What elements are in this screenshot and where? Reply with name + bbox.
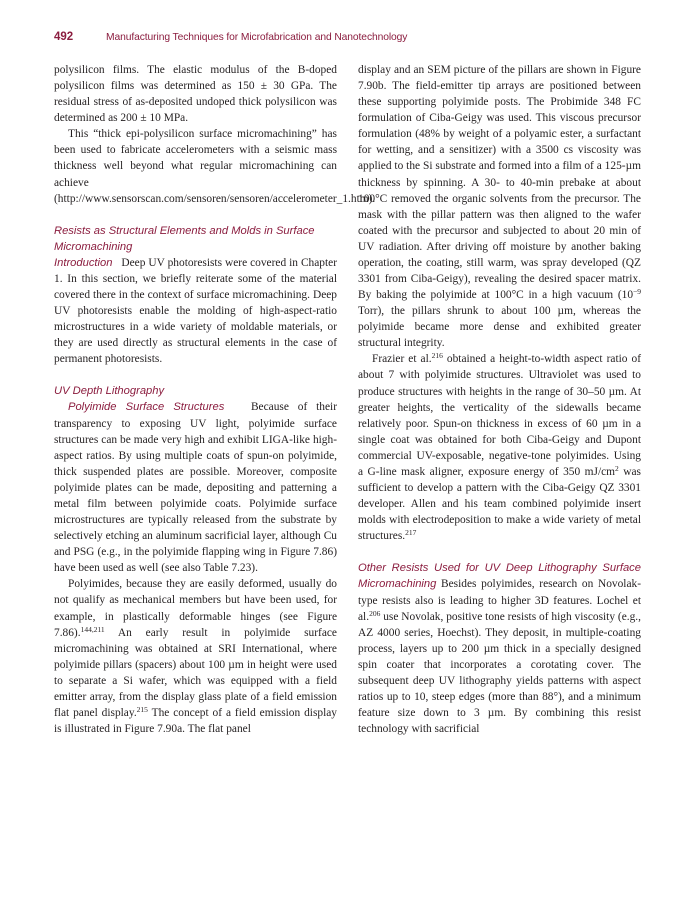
running-header [54,31,644,47]
paragraph-text: Frazier et al. [372,353,432,366]
paragraph [358,560,641,737]
paragraph: This “thick epi-polysilicon surface micromachining” has been used to fabricate accelerometers with a seismic mass thickness well beyond what regular micromachining can achieve (http://www.sensorscan.com/sensoren/sensoren/accelerometer_1.htm). [54,128,376,205]
subsection-heading: Other Resists Used for UV Deep Lithography Surface Micromachining [358,562,641,591]
paragraph-text: An early result in polyimide surface micromachining was obtained at SRI International, where polyimide pillars (spacers) about 100 µm in height were used to separate a Si wafer, which was equipped with a field emitter array, from the display glass plate of a field emission flat panel display. [54,626,337,719]
paragraph-text: use Novolak, positive tone resists of high viscosity (e.g., AZ 4000 series, Hoechst). They deposit, in multiple-coating process, layers up to 200 µm thick in a specially designed spin coater that incorporates a corotating cover. The subsequent deep UV lithography yields patterns with aspect ratios up to 10, steep edges (more than 88°), and a minimum feature size down to 3 µm. By combining this resist technology with sacrificial [358,610,641,736]
section-heading: Resists as Structural Elements and Molds in Surface Micromachining [54,224,315,253]
paragraph [358,351,641,544]
subsection-heading: Polyimide Surface Structures [68,401,225,414]
running-title: Manufacturing Techniques for Microfabrication and Nanotechnology [106,32,408,43]
citation-ref: 206 [369,608,381,618]
paragraph [358,62,641,351]
paragraph-text: display and an SEM picture of the pillars are shown in Figure 7.90b. The field-emitter tip arrays are positioned between these supporting polyimide posts. The Probimide 348 FC formulation of Ciba-Geigy was used. This viscous precursor formulation (48% by weight of a polyamic ester, a surfactant for wetting, and a sensitizer) with a 3500 cs viscosity was applied to the Si substrate and formed into a film of a 125-µm thickness by spinning. A 30- to 40-min prebake at about 100°C removed the organic solvents from the precursor. The mask with the pillar pattern was then aligned to the wafer coated with the precursor and subjected to about 20 min of UV radiation. After driving off moisture by another baking operation, the coating, still warm, was spray developed (QZ 3301 from Ciba-Geigy), revealing the desired spacer matrix. By baking the polyimide at 100°C in a high vacuum (10 [358,64,641,302]
exponent: −9 [633,287,641,297]
paragraph-text: obtained a height-to-width aspect ratio of about 7 with polyimide structures. Ultraviolet was used to produce structures with heights in the range of 30–50 µm. At greater heights, the verticality of the sidewalls became relatively poor. Spun-on thickness in excess of 60 µm in a single coat was obtained for both Ciba-Geigy and Dupont commercial UV-exposable, negative-tone polyimides. Using a G-line mask aligner, exposure energy of 350 mJ/cm [358,353,641,478]
paragraph-text: was sufficient to develop a pattern with the Ciba-Geigy QZ 3301 developer. Allen and his team combined polyimide insert molds with electrodeposition to make a wide variety of metal structures. [358,465,641,543]
paragraph-text: Polyimides, because they are easily deformed, usually do not qualify as mechanical members but have been used, for example, in plastically deformable hinges (see Figure 7.86). [54,578,337,639]
spacer [358,544,641,560]
citation-ref: 215 [136,704,148,714]
section-heading: UV Depth Lithography [54,385,165,398]
spacer [54,207,337,223]
citation-ref: 144,211 [80,624,105,634]
paragraph [54,255,337,368]
exponent: 2 [615,463,619,473]
right-column [358,62,641,737]
page-number: 492 [54,31,74,43]
paragraph: polysilicon films. The elastic modulus of the B-doped polysilicon films was determined as 150 ± 30 GPa. The residual stress of as-deposited undoped thick polysilicon was determined as 200 ± 10 MPa. [54,64,337,125]
paragraph [54,399,337,576]
paragraph-text: Deep UV photoresists were covered in Chapter 1. In this section, we briefly reiterate some of the material covered there in the context of surface micromachining. Deep UV photoresists enable the molding of high-aspect-ratio microstructures in a wide variety of moldable materials, or they are used directly as structural elements in the case of permanent photoresists. [54,256,338,366]
citation-ref: 216 [431,351,443,361]
paragraph-text: The concept of a field emission display is illustrated in Figure 7.90a. The flat panel [54,706,337,736]
paragraph-text: Besides polyimides, research on Novolak-type resists also is leading to higher 3D features. Lochel et al. [358,578,641,623]
paragraph-text: Because of their transparency to exposing UV light, polyimide surface structures can be made very high and exhibit LIGA-like high-aspect ratios. By using multiple coats of spun-on polyimide, thick suspended plates are possible. Moreover, composite polyimide plates can be made, depositing and patterning a metal film between polyimide coats. Polyimide surface microstructures are typically released from the substrate by selectively etching an aluminum sacrificial layer, although Cu and PSG (e.g., in the polyimide flapping wing in Figure 7.86) have been used as well (see also Table 7.23). [54,401,337,575]
paragraph [54,576,337,737]
spacer [54,367,337,383]
subsection-heading: Introduction [54,256,113,269]
paragraph-text: Torr), the pillars shrunk to about 100 µm, whereas the polyimide became more dense and exhibited greater structural integrity. [358,305,641,350]
citation-ref: 217 [405,528,417,538]
